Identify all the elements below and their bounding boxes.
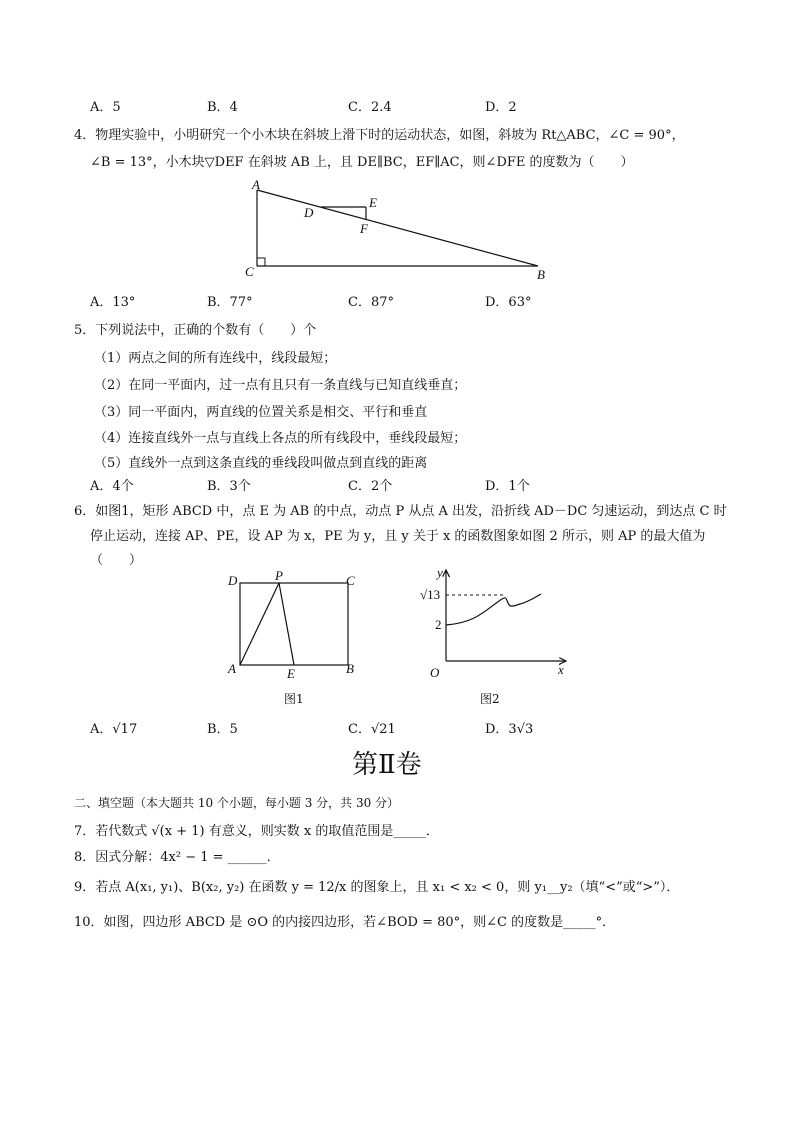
q10-text: 10．如图，四边形 ABCD 是 ⊙O 的内接四边形，若∠BOD = 80°，则∠C 的度数是_____°．: [74, 915, 616, 930]
q4-label-d: D: [304, 205, 314, 220]
q6-choice-d: D．3√3: [485, 722, 534, 737]
q4-label-f: F: [360, 221, 368, 236]
fig1-label-p: P: [275, 568, 283, 583]
q5-choice-c: C．2个: [348, 479, 393, 494]
q6-stem-line2: 停止运动，连接 AP、PE，设 AP 为 x，PE 为 y，且 y 关于 x 的函数图象如图 2 所示，则 AP 的最大值为: [90, 529, 706, 544]
fig1-label-b: B: [346, 661, 354, 676]
fig1-segment-ap: [240, 583, 279, 665]
q4-segment-ab: [257, 190, 538, 266]
fig1-label-d: D: [228, 573, 238, 588]
q4-right-angle-mark: [257, 258, 265, 266]
q6-choice-c: C．√21: [348, 722, 396, 737]
q5-item-3: （3）同一平面内，两直线的位置关系是相交、平行和垂直: [94, 405, 428, 420]
q4-label-e: E: [369, 195, 377, 210]
fig1-segment-pe: [279, 583, 294, 665]
q4-label-c: C: [245, 264, 254, 279]
fig1-label-e: E: [287, 666, 295, 681]
q4-choice-d: D．63°: [485, 295, 532, 310]
q3-choice-d: D．2: [485, 100, 517, 115]
fig2-curve: [446, 594, 541, 625]
fig2-label-x: x: [558, 662, 564, 677]
fig2-label-sqrt13: √13: [420, 587, 441, 602]
q5-item-1: （1）两点之间的所有连线中，线段最短；: [94, 351, 337, 366]
q3-choice-a: A．5: [90, 100, 121, 115]
q6-figure-2: [410, 562, 580, 686]
q3-choice-b: B．4: [207, 100, 238, 115]
q6-figure-1: [222, 566, 372, 684]
q4-label-b: B: [537, 267, 545, 282]
fig1-label-a: A: [228, 661, 236, 676]
fig1-rectangle-abcd: [240, 583, 348, 665]
fig2-label-origin: O: [430, 665, 440, 680]
section-title: 第Ⅱ卷: [352, 750, 422, 780]
q5-choice-d: D．1个: [485, 479, 530, 494]
q6-stem-line1: 6．如图1，矩形 ABCD 中，点 E 为 AB 的中点，动点 P 从点 A 出发，沿折线 AD－DC 匀速运动，到达点 C 时: [74, 504, 727, 519]
fig2-caption: 图2: [480, 692, 500, 706]
q6-choice-b: B．5: [207, 722, 238, 737]
fig2-label-2: 2: [435, 617, 442, 632]
q6-stem-line3: （ ）: [90, 553, 143, 568]
q6-choice-a: A．√17: [90, 722, 138, 737]
q4-choice-c: C．87°: [348, 295, 394, 310]
q4-stem-line2: ∠B = 13°，小木块▽DEF 在斜坡 AB 上，且 DE∥BC，EF∥AC，则∠DFE 的度数为（ ）: [90, 155, 634, 170]
q5-item-4: （4）连接直线外一点与直线上各点的所有线段中，垂线段最短；: [94, 431, 467, 446]
q5-stem: 5．下列说法中，正确的个数有（ ）个: [74, 323, 317, 338]
q4-choice-a: A．13°: [90, 295, 136, 310]
q4-figure: [240, 176, 560, 284]
q5-choice-a: A．4个: [90, 479, 134, 494]
q4-label-a: A: [252, 177, 260, 192]
fig2-label-y: y: [437, 565, 443, 580]
fig1-caption: 图1: [284, 692, 304, 706]
q4-stem-line1: 4．物理实验中，小明研究一个小木块在斜坡上滑下时的运动状态，如图，斜坡为 Rt△ABC，∠C = 90°，: [74, 128, 685, 143]
q3-choice-c: C．2.4: [348, 100, 392, 115]
q5-item-2: （2）在同一平面内，过一点有且只有一条直线与已知直线垂直；: [94, 378, 467, 393]
q5-choice-b: B．3个: [207, 479, 251, 494]
q9-text: 9．若点 A(x₁, y₁)、B(x₂, y₂) 在函数 y = 12/x 的图象上，且 x₁ < x₂ < 0，则 y₁__y₂（填“<”或“>”）．: [74, 880, 680, 895]
q8-text: 8．因式分解：4x² − 1 = ______．: [74, 850, 280, 865]
q4-choice-b: B．77°: [207, 295, 253, 310]
part2-header: 二、填空题（本大题共 10 个小题，每小题 3 分，共 30 分）: [74, 796, 400, 810]
fig1-label-c: C: [346, 573, 355, 588]
q5-item-5: （5）直线外一点到这条直线的垂线段叫做点到直线的距离: [94, 456, 428, 471]
q7-text: 7．若代数式 √(x + 1) 有意义，则实数 x 的取值范围是_____．: [74, 824, 439, 839]
